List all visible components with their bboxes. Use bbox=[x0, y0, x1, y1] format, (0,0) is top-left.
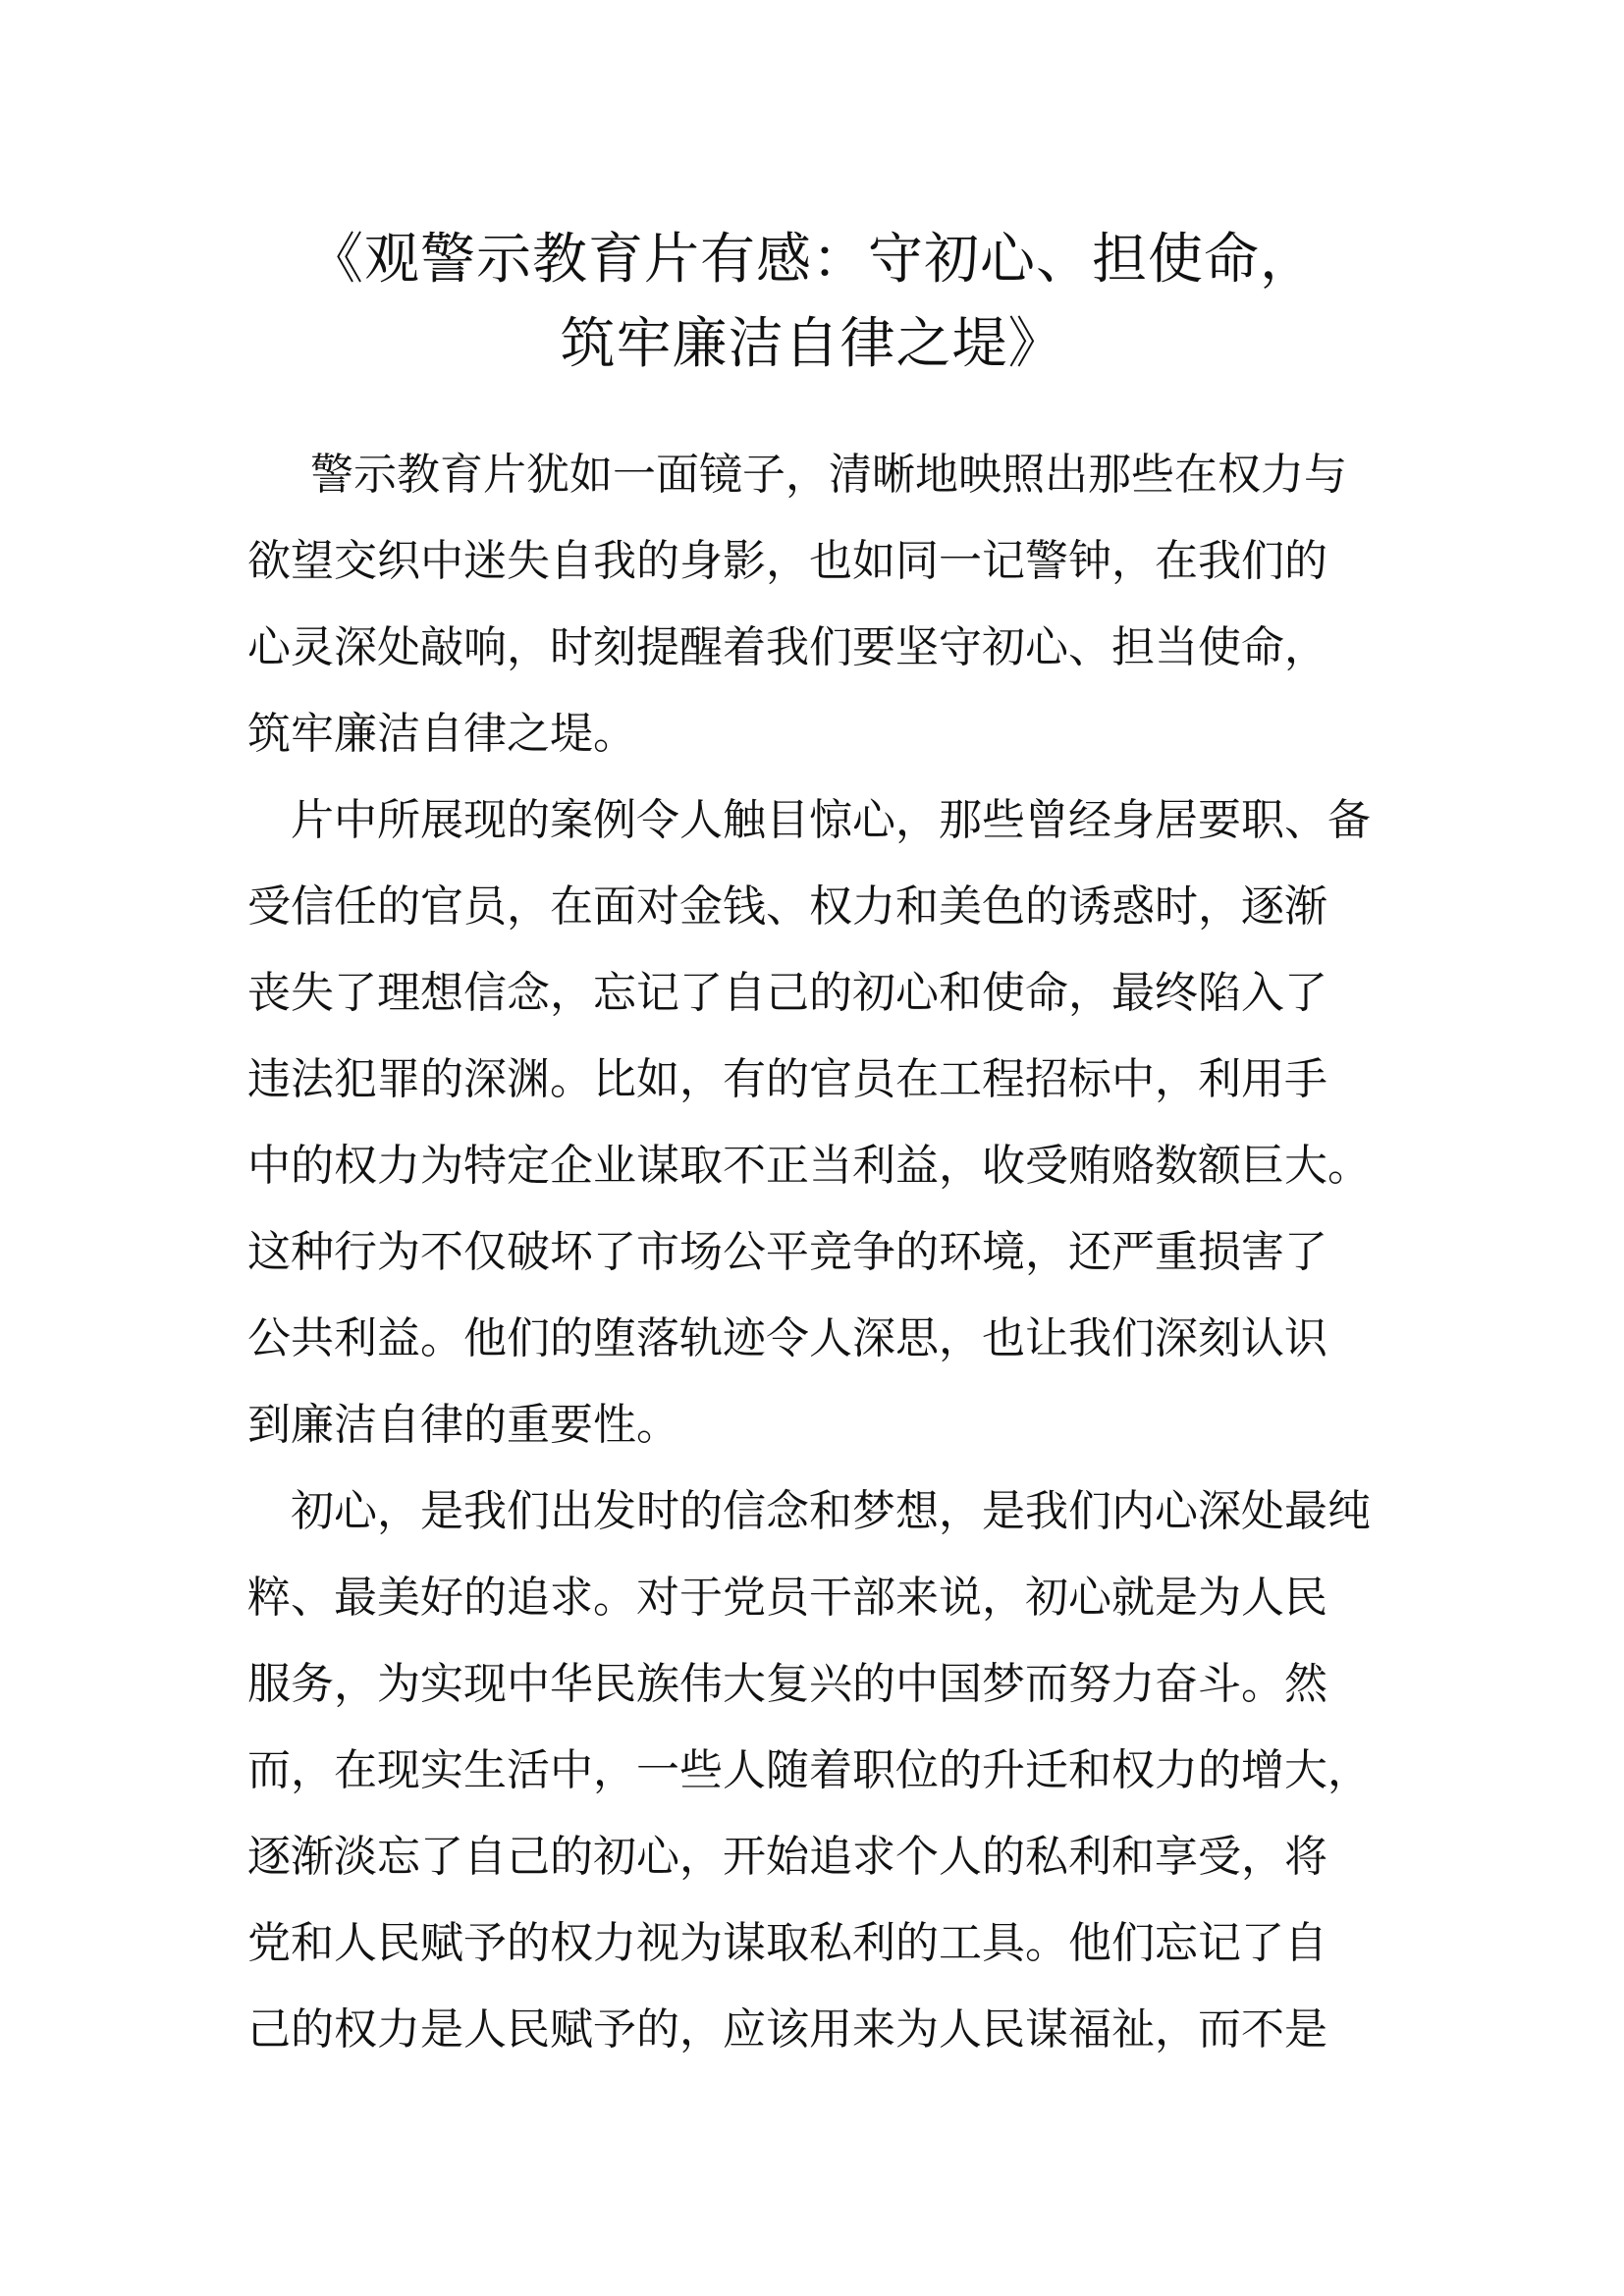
text-line: 违法犯罪的深渊。比如，有的官员在工程招标中，利用手 bbox=[247, 1054, 1327, 1104]
text-line: 初心，是我们出发时的信念和梦想，是我们内心深处最纯 bbox=[291, 1486, 1371, 1536]
text-line: 这种行为不仅破坏了市场公平竞争的环境，还严重损害了 bbox=[247, 1227, 1327, 1277]
text-line: 中的权力为特定企业谋取不正当利益，收受贿赂数额巨大。 bbox=[247, 1141, 1371, 1191]
text-line: 心灵深处敲响，时刻提醒着我们要坚守初心、担当使命， bbox=[247, 622, 1327, 672]
document-body bbox=[247, 432, 1406, 2073]
text-line: 而，在现实生活中，一些人随着职位的升迁和权力的增大， bbox=[247, 1745, 1371, 1795]
text-line: 片中所展现的案例令人触目惊心，那些曾经身居要职、备 bbox=[291, 795, 1371, 845]
title-line-2: 筑牢廉洁自律之堤》 bbox=[560, 312, 1064, 376]
paragraph-3 bbox=[247, 1468, 1406, 2073]
document-title bbox=[0, 218, 1624, 387]
text-line: 己的权力是人民赋予的，应该用来为人民谋福祉，而不是 bbox=[247, 2004, 1327, 2055]
text-line: 粹、最美好的追求。对于党员干部来说，初心就是为人民 bbox=[247, 1573, 1327, 1623]
text-line: 欲望交织中迷失自我的身影，也如同一记警钟，在我们的 bbox=[247, 536, 1327, 586]
text-line: 受信任的官员，在面对金钱、权力和美色的诱惑时，逐渐 bbox=[247, 881, 1327, 932]
text-line: 警示教育片犹如一面镜子，清晰地映照出那些在权力与 bbox=[310, 450, 1347, 500]
text-line: 公共利益。他们的堕落轨迹令人深思，也让我们深刻认识 bbox=[247, 1313, 1327, 1363]
text-line: 到廉洁自律的重要性。 bbox=[247, 1400, 679, 1450]
text-line: 服务，为实现中华民族伟大复兴的中国梦而努力奋斗。然 bbox=[247, 1659, 1327, 1709]
title-line-1: 《观警示教育片有感：守初心、担使命， bbox=[308, 228, 1316, 292]
paragraph-2 bbox=[247, 777, 1406, 1468]
paragraph-1 bbox=[247, 432, 1406, 777]
text-line: 筑牢廉洁自律之堤。 bbox=[247, 709, 636, 759]
text-line: 丧失了理想信念，忘记了自己的初心和使命，最终陷入了 bbox=[247, 968, 1327, 1018]
text-line: 逐渐淡忘了自己的初心，开始追求个人的私利和享受，将 bbox=[247, 1832, 1327, 1882]
text-line: 党和人民赋予的权力视为谋取私利的工具。他们忘记了自 bbox=[247, 1918, 1327, 1968]
